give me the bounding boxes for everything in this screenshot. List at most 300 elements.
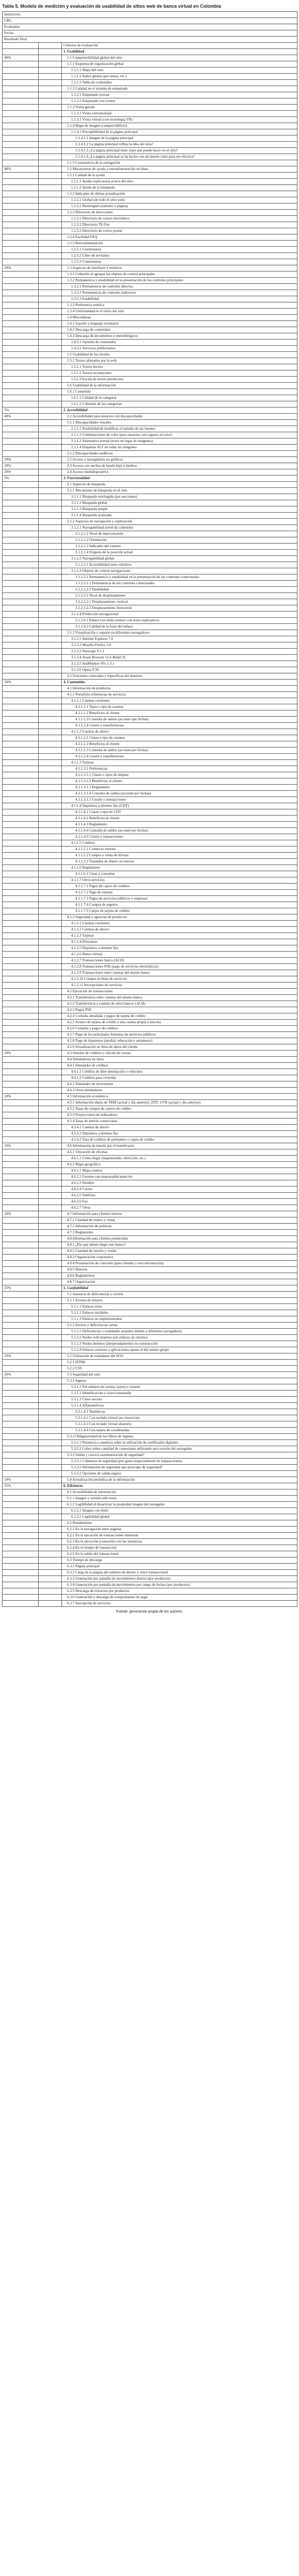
criterion-label: 1.3.2.1 Permanencia de controles directos xyxy=(62,284,297,290)
weight-cell xyxy=(3,729,39,735)
criterion-label: 1.1 Comprensibilidad global del sitio xyxy=(62,55,297,61)
criterion-row xyxy=(3,259,297,265)
weight-cell xyxy=(3,513,39,519)
criterion-row xyxy=(3,1168,297,1174)
criterion-row xyxy=(3,1588,297,1595)
criterion-row xyxy=(3,414,297,420)
criterion-label: 3.1.2.1.4 Etiqueta de la posición actual xyxy=(62,550,297,556)
weight-cell xyxy=(3,247,39,253)
criterion-label: 6.1.2.1 Imagen con título xyxy=(62,1508,297,1514)
criterion-row xyxy=(3,364,297,370)
weight-cell xyxy=(3,834,39,840)
criterion-row xyxy=(3,1335,297,1341)
score-cell xyxy=(39,519,62,525)
criterion-label: 5.2.2 CSS xyxy=(62,1366,297,1372)
weight-cell xyxy=(3,840,39,846)
score-cell xyxy=(39,234,62,241)
weight-cell xyxy=(3,1001,39,1007)
score-cell xyxy=(39,748,62,754)
criterion-row xyxy=(3,1236,297,1242)
criterion-row xyxy=(3,574,297,581)
criterion-label: 1.2.3.1 Directorio de correo electrónico xyxy=(62,216,297,222)
criterion-row xyxy=(3,1310,297,1316)
criterion-label: 4.8.2 Claridad de misión y visión xyxy=(62,1248,297,1255)
criterion-label: 4.1.1.7.4 Compra de seguros xyxy=(62,902,297,908)
score-cell xyxy=(39,1489,62,1496)
score-cell xyxy=(39,877,62,884)
criterion-row xyxy=(3,748,297,754)
weight-cell xyxy=(3,1409,39,1415)
criterion-row xyxy=(3,1279,297,1285)
criterion-row xyxy=(3,958,297,964)
score-cell xyxy=(39,1384,62,1391)
criterion-row xyxy=(3,86,297,92)
criterion-row xyxy=(3,834,297,840)
criterion-row xyxy=(3,1149,297,1156)
criterion-label: 4.1.1.6 Reglamento xyxy=(62,865,297,871)
criterion-row xyxy=(3,704,297,710)
criterion-row xyxy=(3,500,297,506)
criterion-label: 1.3.4 Uniformidad en el estilo del sitio xyxy=(62,309,297,315)
criterion-label: 1. Usabilidad xyxy=(62,49,297,55)
score-cell xyxy=(39,642,62,649)
criterion-row xyxy=(3,197,297,204)
score-cell xyxy=(39,1347,62,1353)
criterion-row xyxy=(3,1057,297,1063)
weight-cell xyxy=(3,315,39,321)
weight-cell xyxy=(3,1118,39,1125)
weight-cell xyxy=(3,173,39,179)
criterion-label: 3.1.1.1 Búsqueda restringida (por secciones) xyxy=(62,494,297,500)
criterion-label: 1.2.3 Directorio de direcciones xyxy=(62,210,297,216)
score-cell xyxy=(39,513,62,519)
criterion-row xyxy=(3,1261,297,1267)
score-cell xyxy=(39,185,62,191)
score-cell xyxy=(39,457,62,463)
weight-cell: 40% xyxy=(3,55,39,61)
criterion-label: 2.1.1.4 Etiquetas ALT en todas las imágenes xyxy=(62,445,297,451)
criterion-row xyxy=(3,1434,297,1440)
weight-cell xyxy=(3,302,39,309)
criterion-label: 5.3.2.2 Cobro sobre cantidad de conexiones utilizando otra versión del navegador xyxy=(62,1446,297,1452)
score-cell xyxy=(39,401,62,408)
criterion-row xyxy=(3,185,297,191)
weight-cell xyxy=(3,395,39,401)
score-cell xyxy=(39,377,62,383)
weight-cell xyxy=(3,426,39,432)
criterion-label: 4.2.3 Pagos PSE xyxy=(62,1007,297,1013)
score-cell xyxy=(39,828,62,834)
criterion-label: 6.1.2 Legibilidad al desactivar la propiedad imagen del navegador xyxy=(62,1502,297,1508)
criterion-label: 4.1.1.1.3 Consulta de saldos (account que fechas) xyxy=(62,717,297,723)
criterion-row xyxy=(3,55,297,61)
score-cell xyxy=(39,1007,62,1013)
score-cell xyxy=(39,309,62,315)
criterion-row xyxy=(3,1273,297,1279)
header-field-label: Institución: xyxy=(3,12,297,18)
weight-cell xyxy=(3,377,39,383)
criterion-row xyxy=(3,1007,297,1013)
criterion-label: 1.4.3 Descarga de documentos o metodológicos xyxy=(62,333,297,340)
score-cell xyxy=(39,1143,62,1149)
score-cell xyxy=(39,970,62,976)
criterion-label: 1.6.1 Contenido xyxy=(62,389,297,395)
criterion-row xyxy=(3,939,297,945)
weight-cell xyxy=(3,754,39,760)
criterion-label: 3.1.2.4 Predicción navegacional xyxy=(62,612,297,618)
score-cell xyxy=(39,1217,62,1224)
weight-cell xyxy=(3,710,39,717)
criterion-label: 4.1.2.9 Transacciones entre cuentas del mismo banco xyxy=(62,970,297,976)
criterion-label: 3.1 Aspectos de búsqueda xyxy=(62,482,297,488)
criterion-label: 6.3.2 Carga de la página del subsitio de ahorro y clave transaccional xyxy=(62,1570,297,1576)
score-cell xyxy=(39,717,62,723)
score-cell xyxy=(39,1582,62,1588)
criterion-label: 4.4.1 Simulador de créditos xyxy=(62,1063,297,1069)
weight-cell xyxy=(3,574,39,581)
criterion-label: 1.5.1.3 Escala de textos (medición) xyxy=(62,377,297,383)
criterion-row xyxy=(3,859,297,865)
criterion-label: 1.1.2 Calidad en el sistema de etiquetado xyxy=(62,86,297,92)
criterion-row xyxy=(3,1459,297,1465)
weight-cell xyxy=(3,556,39,562)
criterion-row xyxy=(3,315,297,321)
criterion-row xyxy=(3,309,297,315)
criterion-label: 4.5.4.3 Tasa de créditos de préstamos o cupos de crédito xyxy=(62,1137,297,1143)
criterion-label: 6.3.5 Descarga de extractos por productos xyxy=(62,1588,297,1595)
criterion-row xyxy=(3,1397,297,1403)
weight-cell xyxy=(3,1292,39,1298)
criterion-row xyxy=(3,1391,297,1397)
criterion-label: 1.2.5.1 Cuestionario xyxy=(62,247,297,253)
criterion-label: 4.1 Información de productos xyxy=(62,686,297,692)
score-cell xyxy=(39,1248,62,1255)
score-cell xyxy=(39,729,62,735)
criterion-row xyxy=(3,333,297,340)
criterion-row xyxy=(3,927,297,933)
score-cell xyxy=(39,710,62,717)
criterion-label: 5.1.1.2 Enlaces inválidos xyxy=(62,1310,297,1316)
score-cell xyxy=(39,1316,62,1323)
criterion-row xyxy=(3,1551,297,1557)
criterion-label: 6.2 Rendimiento xyxy=(62,1520,297,1527)
score-cell xyxy=(39,1131,62,1137)
criterion-label: 6.2.1 En la navegación entre páginas xyxy=(62,1527,297,1533)
weight-cell xyxy=(3,890,39,896)
weight-cell xyxy=(3,383,39,389)
criterion-label: 4.1.1.5 Créditos xyxy=(62,840,297,846)
criterion-label: 2. Accesibilidad xyxy=(62,408,297,414)
weight-cell xyxy=(3,488,39,494)
score-cell xyxy=(39,1539,62,1545)
score-cell xyxy=(39,426,62,432)
criterion-label: 4.1.1.4.1 Clases o tipo de CDT xyxy=(62,809,297,816)
score-cell xyxy=(39,296,62,302)
criterion-row xyxy=(3,358,297,364)
weight-cell xyxy=(3,1452,39,1459)
weight-cell: 10% xyxy=(3,1094,39,1100)
weight-cell xyxy=(3,1310,39,1316)
criterion-row xyxy=(3,519,297,525)
score-cell xyxy=(39,1391,62,1397)
score-cell xyxy=(39,55,62,61)
weight-cell xyxy=(3,816,39,822)
criterion-label: 1.1.4.1 Perceptibilidad de la página principal xyxy=(62,129,297,135)
criterion-row xyxy=(3,1180,297,1187)
criterion-row xyxy=(3,346,297,352)
criterion-label: 3.1.1 Mecanismo de búsqueda en el sitio xyxy=(62,488,297,494)
weight-cell xyxy=(3,1069,39,1075)
criterion-row xyxy=(3,204,297,210)
weight-cell xyxy=(3,1595,39,1601)
score-cell xyxy=(39,370,62,377)
criterion-label: 3.1.2.3.2.2 Desplazamiento horizontal xyxy=(62,605,297,612)
criterion-label: 4.1.2.5 Depósitos a término fijo xyxy=(62,945,297,952)
criterion-label: 4.1.1.1.2 Beneficios al cliente xyxy=(62,710,297,717)
weight-cell xyxy=(3,1255,39,1261)
criterion-label: 4.1.2.7 Transacciones banca (ACH) xyxy=(62,958,297,964)
score-cell xyxy=(39,958,62,964)
weight-cell: 10% xyxy=(3,1372,39,1378)
score-cell xyxy=(39,1576,62,1582)
criterion-label: 3.1.2.3.2 Nivel de desplazamiento xyxy=(62,593,297,599)
weight-cell xyxy=(3,605,39,612)
score-cell xyxy=(39,1279,62,1285)
criterion-row xyxy=(3,649,297,655)
score-cell xyxy=(39,1038,62,1044)
criterion-label: 4.1.1.3.1.2 Beneficios al cliente xyxy=(62,778,297,785)
criterion-row xyxy=(3,531,297,537)
weight-cell xyxy=(3,49,39,55)
criterion-label: 4.2.4 Consulta detallada y pagos de tarjeta de crédito xyxy=(62,1013,297,1020)
criterion-label: 4.6.2.3 Nombre xyxy=(62,1180,297,1187)
criterion-label: 5.4 Actualización periódica de la información xyxy=(62,1477,297,1483)
score-cell xyxy=(39,67,62,74)
weight-cell xyxy=(3,655,39,661)
score-cell xyxy=(39,135,62,142)
criterion-label: 4.6.2.4 Correo xyxy=(62,1187,297,1193)
criterion-row xyxy=(3,673,297,680)
score-cell xyxy=(39,952,62,958)
criterion-row xyxy=(3,1242,297,1248)
weight-cell xyxy=(3,673,39,680)
criterion-row xyxy=(3,166,297,173)
weight-cell xyxy=(3,1564,39,1570)
criterion-label: 6.2.4 En el tiempo de transacción xyxy=(62,1545,297,1551)
criterion-row xyxy=(3,1527,297,1533)
criterion-row xyxy=(3,1304,297,1310)
criterion-row xyxy=(3,1118,297,1125)
weight-cell xyxy=(3,389,39,395)
score-cell xyxy=(39,74,62,80)
criterion-label: 3.1.2.2 Navegabilidad global xyxy=(62,556,297,562)
weight-cell xyxy=(3,976,39,982)
criterion-row xyxy=(3,1038,297,1044)
criterion-row xyxy=(3,741,297,748)
criterion-row xyxy=(3,1013,297,1020)
criterion-label: 4.1.2.3 Tarjetas xyxy=(62,933,297,939)
score-cell xyxy=(39,1267,62,1273)
weight-cell xyxy=(3,1162,39,1168)
criterion-row xyxy=(3,469,297,476)
weight-cell xyxy=(3,67,39,74)
criterion-label: 1.1.5 Consistencia de la navegación xyxy=(62,160,297,166)
criterion-label: 4.4.1.2 Créditos para vivienda xyxy=(62,1075,297,1081)
criterion-row xyxy=(3,550,297,556)
criterion-label: 4.1.1.6.1 Crear y consultas xyxy=(62,871,297,877)
criterion-row xyxy=(3,1106,297,1112)
criterion-label: 4.1.1.4.2 Beneficios al cliente xyxy=(62,816,297,822)
criterion-label: 4.8.7 Organización xyxy=(62,1279,297,1285)
weight-cell xyxy=(3,1038,39,1044)
criterion-label: 1.2.1 Calidad de la ayuda xyxy=(62,173,297,179)
criterion-row xyxy=(3,1452,297,1459)
criterion-label: 4.1.1.2 Cuentas de ahorro xyxy=(62,729,297,735)
criterion-row xyxy=(3,327,297,333)
weight-cell xyxy=(3,1446,39,1452)
weight-cell xyxy=(3,698,39,704)
score-cell xyxy=(39,1075,62,1081)
score-cell xyxy=(39,785,62,791)
criterion-row xyxy=(3,865,297,871)
weight-cell xyxy=(3,1020,39,1026)
criterion-label: 1.2.1.2 Ayuda de la búsqueda xyxy=(62,185,297,191)
criterion-label: 5.1 Ausencia de deficiencias y errores xyxy=(62,1292,297,1298)
score-cell xyxy=(39,1304,62,1310)
weight-cell xyxy=(3,105,39,111)
score-cell xyxy=(39,98,62,105)
criterion-row xyxy=(3,272,297,278)
criterion-row xyxy=(3,1224,297,1230)
weight-cell xyxy=(3,531,39,537)
criterion-label: 5.3.1.3 Clave secreta xyxy=(62,1397,297,1403)
score-cell xyxy=(39,840,62,846)
score-cell xyxy=(39,1403,62,1409)
criterion-row xyxy=(3,92,297,98)
criterion-row xyxy=(3,1421,297,1428)
criterion-row xyxy=(3,135,297,142)
score-cell xyxy=(39,111,62,117)
weight-cell xyxy=(3,1366,39,1372)
score-cell xyxy=(39,1162,62,1168)
criterion-row xyxy=(3,340,297,346)
criterion-label: 1.4.1 Soporte a lenguaje extranjero xyxy=(62,321,297,327)
criterion-label: 3.1.2 Aspectos de navegación y exploración xyxy=(62,519,297,525)
weight-cell xyxy=(3,525,39,531)
weight-cell xyxy=(3,822,39,828)
criterion-row xyxy=(3,636,297,642)
criterion-label: 4.1.2.11 Inscripciones de servicios xyxy=(62,982,297,989)
criterion-row xyxy=(3,1199,297,1205)
criterion-label: 4.1.1.1.1 Tipos o tipo de cuentas xyxy=(62,704,297,710)
criterion-label: 4.7.1 Claridad de enlace y vistas xyxy=(62,1217,297,1224)
criterion-label: 5.3.2 Obligatoriedad de los filtros de ingreso xyxy=(62,1434,297,1440)
criterion-label: 5.3.1.4.3 Con teclado virtual aleatorio xyxy=(62,1421,297,1428)
criterion-label: 4.2.1 Transferencia entre cuentas del mismo banco xyxy=(62,995,297,1001)
criterion-label: 1.5.1.1 Textos breves xyxy=(62,364,297,370)
criterion-label: 4.5.4 Tasas de interés comerciales xyxy=(62,1118,297,1125)
criterion-label: 4.1.1.7.3 Pagos de servicios públicos y empresas xyxy=(62,896,297,902)
criterion-label: 5.1.1.1 Enlaces rotos xyxy=(62,1304,297,1310)
weight-cell xyxy=(3,519,39,525)
score-cell xyxy=(39,1137,62,1143)
criterion-label: 4.2.8 Pago de impuestos (predial, educación e automotor) xyxy=(62,1038,297,1044)
criterion-row xyxy=(3,537,297,544)
criterion-row xyxy=(3,1100,297,1106)
criterion-label: 1.3.2.2 Permanencia de controles indirectos xyxy=(62,290,297,296)
weight-cell xyxy=(3,111,39,117)
criterion-label: 5.2.1 HTML xyxy=(62,1360,297,1366)
weight-cell xyxy=(3,1570,39,1576)
criterion-label: 4.1.2.8 Transacciones PSE (pago de servicios electrónicos) xyxy=(62,964,297,970)
score-cell xyxy=(39,816,62,822)
score-cell xyxy=(39,1335,62,1341)
criterion-row xyxy=(3,1533,297,1539)
criterion-row xyxy=(3,1285,297,1292)
criterion-row xyxy=(3,686,297,692)
criterion-label: 5.1.2.2 Nodos web muertos (sin enlaces de retorno) xyxy=(62,1335,297,1341)
weight-cell xyxy=(3,1187,39,1193)
weight-cell xyxy=(3,877,39,884)
criterion-label: 4.1.1.2.1 Clases o tipo de cuentas xyxy=(62,735,297,741)
weight-cell xyxy=(3,284,39,290)
criterion-row xyxy=(3,247,297,253)
criterion-label: 5.1.2.1 Deficiencias o cualidades ausentes debido a diferentes navegadores xyxy=(62,1329,297,1335)
criterion-row xyxy=(3,74,297,80)
score-cell xyxy=(39,680,62,686)
criterion-row xyxy=(3,1020,297,1026)
weight-cell xyxy=(3,964,39,970)
score-cell xyxy=(39,92,62,98)
criterion-label: 4.1.1.7.1 Pagos de cajero de créditos xyxy=(62,884,297,890)
criterion-label: 5.3 Seguridad del sitio xyxy=(62,1372,297,1378)
weight-cell xyxy=(3,865,39,871)
score-cell xyxy=(39,982,62,989)
weight-cell xyxy=(3,587,39,593)
score-cell xyxy=(39,352,62,358)
weight-cell xyxy=(3,618,39,624)
weight-cell xyxy=(3,1582,39,1588)
score-cell xyxy=(39,1285,62,1292)
criterion-label: 1.2.2.1 Global (de todo el sitio web) xyxy=(62,197,297,204)
criterion-label: 4.2.5 Avance de tarjeta de crédito a una cuenta propia o inscrita xyxy=(62,1020,297,1026)
criterion-label: 4.1.1.3.1.5 Cesión y transacciones xyxy=(62,797,297,803)
criterion-label: 1.5 Usabilidad de los niveles xyxy=(62,352,297,358)
criterion-row xyxy=(3,1131,297,1137)
criterion-label: 1.1.4.1.4 ¿La página principal se ha hecho con un interés claro para ser efectiva? xyxy=(62,154,297,160)
criterion-label: 5.3.1.2 Identificación y clave/contraseña xyxy=(62,1391,297,1397)
criterion-row xyxy=(3,377,297,383)
score-cell xyxy=(39,1409,62,1415)
criterion-label: 2.3 Acceso con anchos de banda bajo o medios xyxy=(62,463,297,469)
weight-cell xyxy=(3,1032,39,1038)
criterion-row xyxy=(3,1366,297,1372)
score-cell xyxy=(39,445,62,451)
weight-cell xyxy=(3,853,39,859)
criterion-label: 5.3.1.1 Por número de cuenta, tarjeta o usuario xyxy=(62,1384,297,1391)
score-cell xyxy=(39,945,62,952)
score-cell xyxy=(39,865,62,871)
criterion-label: 6.2.3 En la ejecución (conexión) con las instancias xyxy=(62,1539,297,1545)
weight-cell xyxy=(3,259,39,265)
weight-cell xyxy=(3,234,39,241)
score-cell xyxy=(39,1366,62,1372)
criterion-row xyxy=(3,785,297,791)
weight-cell xyxy=(3,1217,39,1224)
criterion-label: 5.3.3 Salida y cierre/a automatización de seguridad? xyxy=(62,1452,297,1459)
criterion-row xyxy=(3,1156,297,1162)
weight-cell: 50% xyxy=(3,680,39,686)
